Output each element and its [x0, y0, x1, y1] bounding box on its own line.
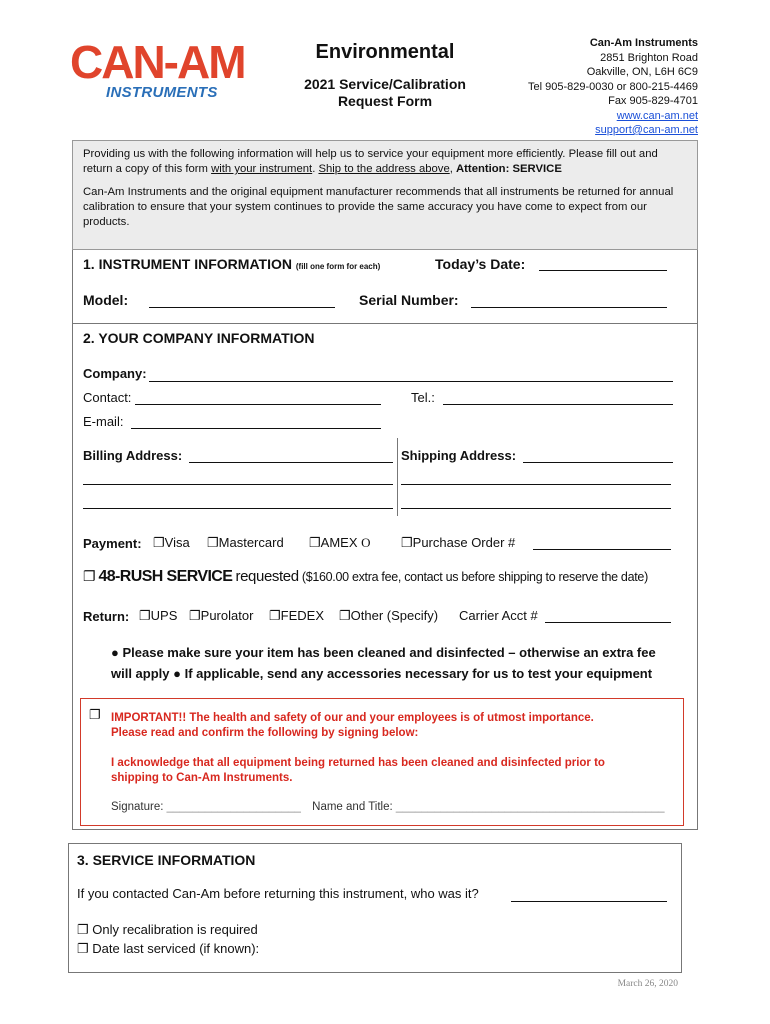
serial-number-field[interactable]	[471, 307, 667, 308]
model-label: Model:	[83, 292, 129, 308]
billing-address-field-2[interactable]	[83, 484, 393, 485]
section1-heading	[83, 256, 380, 272]
intro-ship-address: Ship to the address above	[318, 163, 450, 175]
address-line1: 2851 Brighton Road	[600, 51, 698, 64]
purchase-order-field[interactable]	[533, 549, 671, 550]
will-apply-text: will apply	[111, 666, 170, 681]
fedex-label: FEDEX	[280, 608, 324, 623]
email-field[interactable]	[131, 428, 381, 429]
contact-person-field[interactable]	[511, 901, 667, 902]
return-other-option[interactable]	[339, 608, 438, 624]
acknowledge-line2: shipping to Can-Am Instruments.	[111, 772, 293, 784]
section-instrument-info	[73, 250, 697, 324]
return-purolator-option[interactable]	[189, 608, 253, 624]
telephone: Tel 905-829-0030 or 800-215-4469	[527, 80, 698, 93]
payment-label: Payment:	[83, 536, 142, 551]
company-label: Company:	[83, 366, 147, 381]
return-ups-option[interactable]	[139, 608, 177, 624]
checkbox-icon: ❐	[153, 535, 165, 550]
form-title: Environmental	[315, 41, 455, 63]
form-subtitle-line1: 2021 Service/Calibration	[304, 76, 466, 92]
important-line2: Please read and confirm the following by signing below:	[111, 727, 419, 739]
important-checkbox[interactable]: ❐	[89, 707, 101, 722]
shipping-address-label: Shipping Address:	[401, 448, 517, 463]
intro-box	[72, 140, 698, 250]
email-label: E-mail:	[83, 414, 124, 429]
payment-visa-option[interactable]	[153, 535, 190, 551]
checkbox-icon: ❐	[77, 941, 89, 956]
shipping-address-field-2[interactable]	[401, 484, 671, 485]
payment-amex-option[interactable]	[309, 535, 371, 551]
purchase-order-label: Purchase Order #	[412, 535, 516, 550]
checkbox-icon: ❐	[339, 608, 351, 623]
signature-label: Signature:	[111, 801, 164, 813]
shipping-address-field-1[interactable]	[523, 462, 673, 463]
checkbox-icon: ❐	[309, 535, 321, 550]
return-fedex-option[interactable]	[269, 608, 324, 624]
checkbox-icon: ❐	[139, 608, 151, 623]
form-title-block	[290, 40, 480, 110]
intro-text-b: .	[312, 163, 319, 175]
company-name: Can-Am Instruments	[589, 37, 698, 49]
payment-po-option[interactable]	[401, 535, 515, 551]
section2-heading: 2. YOUR COMPANY INFORMATION	[83, 330, 315, 346]
intro-text-c: ,	[449, 163, 457, 175]
checkbox-icon: ❐	[401, 535, 413, 550]
address-line2: Oakville, ON, L6H 6C9	[586, 66, 698, 78]
logo-wordmark: CAN-AM	[70, 36, 245, 88]
acknowledge-line1: I acknowledge that all equipment being returned has been cleaned and disinfected prior to	[111, 757, 605, 769]
todays-date-field[interactable]	[539, 270, 667, 271]
serial-number-label: Serial Number:	[359, 292, 459, 308]
form-subtitle	[290, 76, 480, 110]
checkbox-icon: ❐	[207, 535, 219, 550]
email-link[interactable]: support@can-am.net	[595, 124, 698, 136]
checkbox-icon: ❐	[83, 568, 96, 584]
billing-address-field-3[interactable]	[83, 508, 393, 509]
company-contact-block	[498, 36, 698, 138]
rush-requested: requested	[235, 568, 299, 585]
address-divider	[397, 438, 398, 516]
rush-service-title: 48-RUSH SERVICE	[98, 568, 233, 585]
cleaning-notice-line1	[111, 642, 656, 663]
intro-attention: Attention: SERVICE	[456, 163, 562, 175]
intro-paragraph-2: Can-Am Instruments and the original equipment manufacturer recommends that all instruments be returned for annual calibration to ensure that your system continues to provide the same accuracy you have come to expect from our products.	[83, 186, 674, 228]
important-safety-box	[80, 698, 684, 826]
rush-service-option[interactable]	[83, 568, 648, 586]
section1-heading-text: 1. INSTRUMENT INFORMATION	[83, 256, 292, 272]
checkbox-icon: ❐	[269, 608, 281, 623]
form-subtitle-line2: Request Form	[337, 93, 433, 109]
intro-with-instrument: with your instrument	[211, 163, 313, 175]
bullet-icon: ●	[111, 645, 119, 660]
payment-mastercard-option[interactable]	[207, 535, 284, 551]
recalibration-label: Only recalibration is required	[92, 922, 258, 937]
tel-label: Tel.:	[411, 390, 435, 405]
checkbox-icon: ❐	[77, 922, 89, 937]
name-title-label: Name and Title:	[312, 801, 393, 813]
cleaning-notice-line2	[111, 663, 652, 684]
model-field[interactable]	[149, 307, 335, 308]
footer-date: March 26, 2020	[617, 979, 678, 989]
company-field[interactable]	[149, 381, 673, 382]
section1-note: (fill one form for each)	[295, 262, 381, 271]
amex-label: AMEX	[320, 535, 358, 550]
ups-label: UPS	[150, 608, 178, 623]
billing-address-field-1[interactable]	[189, 462, 393, 463]
todays-date-label: Today’s Date:	[435, 256, 526, 272]
tel-field[interactable]	[443, 404, 673, 405]
accessories-notice-text: If applicable, send any accessories necessary for us to test your equipment	[184, 666, 653, 681]
contact-label: Contact:	[83, 390, 132, 405]
important-line1: IMPORTANT!! The health and safety of our and your employees is of utmost importance.	[111, 712, 594, 724]
rush-fee-note: ($160.00 extra fee, contact us before shipping to reserve the date)	[301, 570, 648, 584]
name-title-field[interactable]: __________________________________________	[395, 801, 665, 813]
return-label: Return:	[83, 609, 130, 624]
fax: Fax 905-829-4701	[608, 95, 698, 107]
last-serviced-option[interactable]	[77, 941, 259, 957]
shipping-address-field-3[interactable]	[401, 508, 671, 509]
website-link[interactable]: www.can-am.net	[616, 109, 698, 122]
section-service-info	[68, 843, 682, 973]
carrier-account-label: Carrier Acct #	[459, 608, 538, 623]
intro-paragraph-1	[83, 147, 687, 177]
cleaning-notice-text: Please make sure your item has been cleaned and disinfected – otherwise an extra fee	[122, 645, 656, 660]
signature-row	[111, 801, 665, 813]
section3-heading: 3. SERVICE INFORMATION	[77, 852, 256, 868]
checkbox-icon: ❐	[189, 608, 201, 623]
carrier-account-field[interactable]	[545, 622, 671, 623]
visa-label: Visa	[164, 535, 190, 550]
bullet-icon: ●	[173, 666, 181, 681]
recalibration-option[interactable]	[77, 922, 258, 938]
amex-mark: O	[361, 535, 371, 550]
logo-subtitle: INSTRUMENTS	[106, 84, 218, 101]
contact-field[interactable]	[135, 404, 381, 405]
intro-text-a: Providing us with the following information will help us to service your equipment more efficiently. Please fill out and return a copy of this form	[83, 148, 658, 175]
signature-field[interactable]: _____________________	[166, 801, 301, 813]
billing-address-label: Billing Address:	[83, 448, 183, 463]
mastercard-label: Mastercard	[218, 535, 284, 550]
can-am-logo	[70, 36, 250, 106]
other-specify-label: Other (Specify)	[350, 608, 439, 623]
last-serviced-label: Date last serviced (if known):	[92, 941, 260, 956]
purolator-label: Purolator	[200, 608, 254, 623]
contact-question: If you contacted Can-Am before returning this instrument, who was it?	[77, 886, 479, 901]
